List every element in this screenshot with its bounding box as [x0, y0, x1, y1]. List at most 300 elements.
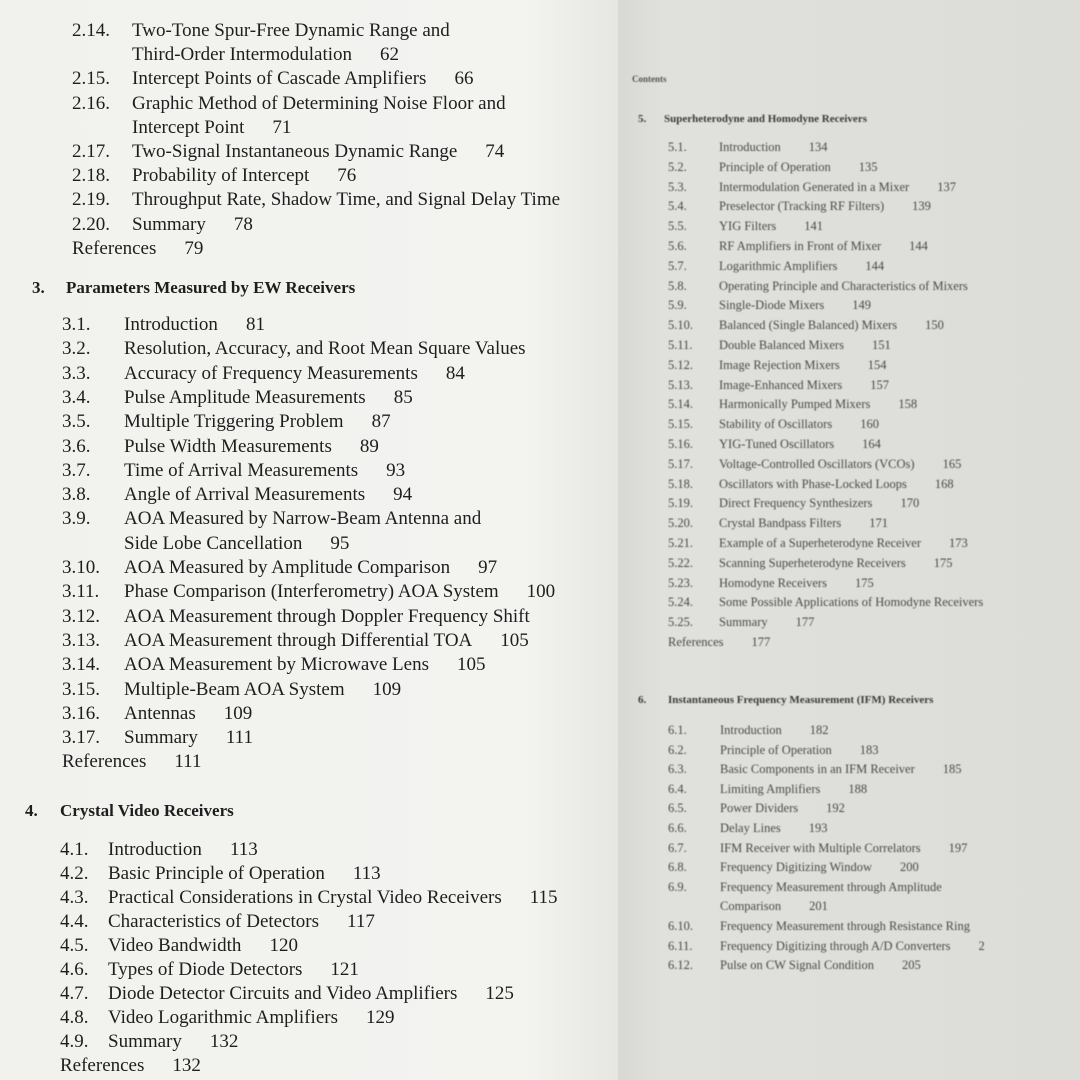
entry-page: 168 [934, 476, 954, 491]
entry-number: 2.17. [72, 141, 110, 162]
entry-title-text: Pulse on CW Signal Condition [720, 958, 874, 973]
entry-title [719, 437, 881, 452]
entry-title [719, 378, 889, 393]
entry-title-text: Voltage-Controlled Oscillators (VCOs) [719, 456, 915, 471]
running-head: Contents [632, 74, 667, 84]
entry-title [124, 727, 253, 749]
entry-title [108, 863, 381, 885]
entry-number: 2.19. [72, 189, 110, 211]
entry-title-text: AOA Measured by Narrow-Beam Antenna and [124, 508, 482, 530]
entry-page: 201 [809, 899, 828, 914]
entry-number: 3.16. [62, 702, 100, 724]
entry-page: 188 [848, 781, 868, 796]
entry-title [719, 140, 828, 155]
entry-title-text: Multiple-Beam AOA System [124, 678, 345, 700]
entry-page: 154 [867, 357, 887, 372]
entry-number: 4.2. [60, 863, 89, 884]
entry-title-text: Delay Lines [720, 821, 781, 835]
entry-number: 5.12. [668, 357, 693, 372]
entry-page: 183 [859, 742, 879, 757]
entry-title-text: Summary [108, 1031, 182, 1052]
entry-title-text: Scanning Superheterodyne Receivers [719, 555, 906, 570]
entry-number: 5.14. [668, 397, 693, 412]
entry-page: 192 [826, 801, 845, 816]
entry-page: 185 [942, 762, 962, 777]
entry-title-text: Double Balanced Mixers [719, 338, 844, 352]
entry-page: 95 [330, 532, 350, 554]
chapter-title: Parameters Measured by EW Receivers [66, 278, 356, 297]
entry-title [720, 880, 942, 895]
entry-title-text: Video Bandwidth [108, 935, 242, 956]
chapter-number: 4. [25, 801, 38, 820]
entry-title [108, 1031, 238, 1053]
entry-title [719, 239, 928, 254]
entry-title-text: YIG-Tuned Oscillators [719, 437, 835, 451]
entry-page: 129 [365, 1007, 395, 1028]
entry-page: 182 [809, 723, 829, 737]
entry-number: 6.7. [668, 840, 687, 855]
entry-title [132, 165, 356, 187]
entry-title-text: Frequency Digitizing Window [720, 860, 873, 875]
entry-title-text: Throughput Rate, Shadow Time, and Signal Delay Time [132, 189, 561, 211]
entry-title [719, 318, 944, 333]
entry-title [720, 821, 828, 836]
entry-title [62, 751, 201, 773]
entry-title [108, 935, 298, 957]
entry-title-text: Some Possible Applications of Homodyne Receivers [719, 595, 984, 610]
entry-number: 4.9. [60, 1031, 89, 1052]
entry-title-text: Preselector (Tracking RF Filters) [719, 199, 885, 214]
entry-title [720, 801, 845, 816]
entry-title [132, 68, 473, 90]
entry-number: 5.24. [668, 595, 693, 610]
entry-title [132, 189, 588, 211]
entry-number: 6.5. [668, 801, 687, 816]
entry-page: 170 [900, 496, 920, 511]
entry-title [719, 180, 956, 195]
entry-number: 2.15. [72, 68, 110, 90]
entry-number: 5.25. [668, 615, 693, 630]
entry-title-text: Summary [132, 213, 206, 235]
entry-number: 6.8. [668, 860, 687, 875]
entry-page: 85 [393, 386, 413, 408]
entry-title-text: Frequency Digitizing through A/D Converters [720, 938, 951, 953]
chapter-title: Instantaneous Frequency Measurement (IFM) Receivers [668, 694, 934, 706]
entry-title [720, 723, 829, 738]
entry-number: 6.1. [668, 723, 687, 737]
entry-page: 117 [347, 911, 375, 932]
entry-number: 6.4. [668, 781, 687, 796]
entry-title-continued [124, 533, 349, 555]
entry-number: 2.16. [72, 92, 110, 114]
entry-title-text: Introduction [720, 723, 782, 737]
entry-number: 4.8. [60, 1007, 89, 1028]
entry-title [108, 959, 359, 981]
entry-title [124, 314, 265, 336]
entry-page: 137 [937, 179, 956, 194]
entry-title [108, 911, 375, 933]
entry-title [124, 679, 401, 701]
entry-title-text: Intermodulation Generated in a Mixer [719, 179, 910, 194]
entry-title-text: Introduction [108, 839, 202, 860]
entry-title-text: References [668, 635, 724, 649]
entry-title [720, 841, 967, 856]
entry-page: 120 [269, 935, 298, 956]
entry-page: 111 [225, 727, 253, 749]
entry-page: 121 [330, 959, 359, 980]
entry-number: 6.12. [668, 958, 693, 973]
entry-title-text: Types of Diode Detectors [108, 959, 303, 980]
entry-title-text: Principle of Operation [719, 159, 831, 174]
entry-title-text: Graphic Method of Determining Noise Floor and [132, 92, 506, 114]
entry-page: 164 [862, 437, 881, 451]
entry-page: 149 [852, 298, 871, 313]
entry-number: 5.5. [668, 219, 687, 234]
entry-number: 3.17. [62, 727, 100, 749]
entry-number: 3.2. [62, 338, 91, 360]
entry-number: 3.5. [62, 411, 91, 433]
entry-number: 4.7. [60, 983, 89, 1004]
entry-number: 5.19. [668, 496, 693, 511]
entry-number: 2.18. [72, 165, 110, 187]
entry-title-text: Image Rejection Mixers [719, 357, 840, 372]
entry-title [719, 298, 871, 313]
entry-title [124, 387, 413, 409]
entry-title [132, 214, 253, 236]
entry-title-text: Multiple Triggering Problem [124, 411, 344, 433]
entry-title-text: Operating Principle and Characteristics of Mixers [719, 278, 968, 293]
entry-number: 5.11. [668, 338, 693, 352]
entry-title-text: Video Logarithmic Amplifiers [108, 1007, 338, 1028]
entry-title [720, 919, 998, 934]
entry-page: 78 [233, 213, 253, 235]
entry-title [124, 338, 554, 360]
entry-number: 3.6. [62, 435, 91, 457]
entry-title [719, 457, 961, 472]
entry-title [719, 417, 879, 432]
entry-page: 115 [529, 887, 558, 908]
entry-title-text: Antennas [124, 702, 196, 724]
entry-title-text: Angle of Arrival Measurements [124, 484, 366, 506]
entry-number: 5.7. [668, 258, 687, 273]
entry-title [132, 93, 506, 115]
entry-title-text: Balanced (Single Balanced) Mixers [719, 318, 898, 333]
entry-title [719, 496, 919, 511]
entry-title [719, 576, 874, 591]
entry-title-text: Introduction [124, 314, 218, 335]
entry-title [108, 887, 558, 909]
entry-title-text: Resolution, Accuracy, and Root Mean Square Values [124, 338, 526, 360]
entry-page: 139 [912, 199, 931, 214]
entry-page: 151 [871, 338, 891, 352]
entry-number: 5.4. [668, 199, 687, 214]
entry-title [124, 654, 485, 676]
entry-title-cont-text: Third-Order Intermodulation [132, 44, 353, 66]
entry-title-continued [720, 899, 828, 914]
entry-page: 66 [454, 68, 474, 90]
entry-number: 6.10. [668, 919, 693, 933]
entry-page: 175 [933, 555, 953, 570]
entry-title [720, 958, 921, 973]
entry-title [719, 160, 878, 175]
entry-title-text: Stability of Oscillators [719, 417, 833, 432]
entry-page: 105 [456, 654, 486, 676]
entry-title [108, 1007, 394, 1029]
entry-title [719, 219, 823, 234]
entry-page: 79 [184, 237, 204, 259]
entry-title-text: Pulse Amplitude Measurements [124, 386, 366, 408]
entry-page: 2 [978, 938, 985, 953]
entry-title-text: Probability of Intercept [132, 165, 310, 187]
entry-page: 93 [386, 459, 406, 481]
entry-number: 5.1. [668, 140, 687, 154]
entry-page: 134 [808, 140, 828, 154]
entry-title-text: Limiting Amplifiers [720, 781, 821, 796]
entry-title-text: Two-Signal Instantaneous Dynamic Range [132, 141, 458, 162]
entry-title-text: Oscillators with Phase-Locked Loops [719, 476, 907, 491]
entry-title-text: Introduction [719, 140, 781, 154]
entry-title [60, 1055, 201, 1077]
entry-page: 205 [901, 958, 921, 973]
entry-number: 3.9. [62, 508, 91, 530]
entry-title-text: Accuracy of Frequency Measurements [124, 362, 418, 384]
entry-title [124, 411, 391, 433]
entry-page: 132 [172, 1055, 201, 1076]
entry-page: 84 [445, 362, 465, 384]
chapter-title: Superheterodyne and Homodyne Receivers [664, 113, 867, 125]
entry-title-text: Single-Diode Mixers [719, 298, 825, 313]
entry-page: 62 [380, 44, 400, 66]
entry-number: 2.14. [72, 20, 110, 41]
entry-title [124, 363, 465, 385]
entry-number: 6.11. [668, 938, 693, 953]
entry-title [124, 460, 405, 482]
chapter-title: Crystal Video Receivers [60, 801, 234, 820]
entry-title-text: Frequency Measurement through Resistance Ring [720, 919, 970, 933]
entry-title-text: Summary [719, 615, 768, 630]
entry-title [719, 477, 954, 492]
entry-number: 4.6. [60, 959, 89, 980]
entry-title-text: Basic Principle of Operation [108, 863, 325, 884]
entry-title [124, 436, 379, 458]
entry-title-text: Direct Frequency Synthesizers [719, 496, 873, 511]
entry-title-text: AOA Measurement through Differential TOA [124, 629, 473, 651]
entry-title-text: Summary [124, 727, 198, 749]
chapter-number: 3. [32, 278, 45, 297]
entry-page: 177 [795, 615, 815, 630]
entry-number: 2.20. [72, 213, 110, 235]
entry-title-continued [132, 44, 399, 66]
entry-title [719, 199, 931, 214]
entry-number: 5.13. [668, 377, 693, 392]
entry-page: 193 [808, 821, 828, 835]
entry-title [719, 358, 887, 373]
entry-page: 173 [949, 536, 968, 550]
entry-number: 3.8. [62, 484, 91, 506]
entry-page: 74 [485, 141, 505, 162]
entry-number: 5.10. [668, 318, 693, 333]
entry-number: 3.10. [62, 557, 100, 578]
entry-title-text: Characteristics of Detectors [108, 911, 320, 932]
entry-page: 144 [865, 258, 885, 273]
entry-number: 5.21. [668, 536, 693, 550]
entry-title [108, 839, 258, 861]
entry-title [720, 782, 867, 797]
entry-page: 150 [925, 318, 944, 333]
entry-page: 87 [371, 411, 391, 433]
entry-title-text: Harmonically Pumped Mixers [719, 397, 871, 412]
entry-page: 113 [352, 863, 381, 884]
entry-title [72, 238, 203, 260]
entry-page: 76 [337, 165, 357, 187]
entry-page: 200 [900, 860, 919, 875]
entry-page: 157 [870, 377, 889, 392]
entry-title-text: AOA Measurement through Doppler Frequency Shift [124, 605, 530, 627]
entry-page: 132 [209, 1031, 239, 1052]
entry-page: 165 [942, 456, 962, 471]
entry-number: 4.3. [60, 887, 89, 908]
entry-title [719, 397, 917, 412]
entry-number: 3.14. [62, 654, 100, 676]
entry-title [124, 630, 529, 652]
entry-title-text: Practical Considerations in Crystal Video Receivers [108, 887, 502, 908]
entry-title [719, 279, 996, 294]
entry-number: 3.15. [62, 678, 100, 700]
entry-title-text: AOA Measurement by Microwave Lens [124, 654, 429, 676]
entry-title [124, 557, 497, 579]
entry-title [719, 338, 891, 353]
entry-number: 5.2. [668, 159, 687, 174]
entry-number: 6.2. [668, 742, 687, 757]
entry-number: 3.3. [62, 362, 91, 384]
entry-title-text: Pulse Width Measurements [124, 435, 332, 457]
chapter-number: 6. [638, 694, 647, 706]
chapter-number: 5. [638, 113, 647, 125]
entry-title-text: Crystal Bandpass Filters [719, 516, 842, 531]
entry-page: 94 [393, 484, 413, 506]
entry-title-cont-text: Side Lobe Cancellation [124, 532, 303, 554]
entry-number: 3.7. [62, 459, 91, 481]
entry-title [132, 141, 504, 163]
entry-title-text: Intercept Points of Cascade Amplifiers [132, 68, 427, 90]
entry-title [108, 983, 514, 1005]
entry-title [668, 635, 770, 650]
entry-number: 5.22. [668, 555, 693, 570]
entry-page: 144 [909, 239, 928, 253]
entry-title [124, 703, 252, 725]
entry-title [719, 615, 814, 630]
entry-number: 6.9. [668, 879, 687, 894]
entry-title-cont-text: Comparison [720, 899, 782, 914]
entry-title-cont-text: Intercept Point [132, 116, 245, 138]
entry-title-text: Diode Detector Circuits and Video Amplifiers [108, 983, 458, 1004]
entry-page: 109 [372, 678, 402, 700]
entry-title-continued [132, 117, 291, 139]
entry-page: 109 [223, 702, 253, 724]
entry-title [124, 581, 555, 603]
entry-page: 97 [478, 557, 498, 578]
entry-page: 177 [751, 635, 771, 649]
entry-title-text: Principle of Operation [720, 742, 832, 757]
entry-title-text: Phase Comparison (Interferometry) AOA System [124, 581, 499, 603]
entry-title-text: Logarithmic Amplifiers [719, 258, 838, 273]
entry-number: 5.15. [668, 417, 693, 432]
entry-title-text: Homodyne Receivers [719, 575, 827, 590]
entry-page: 113 [229, 839, 258, 860]
entry-title [720, 743, 879, 758]
entry-number: 5.16. [668, 437, 693, 451]
entry-page: 135 [858, 159, 878, 174]
entry-number: 3.12. [62, 605, 100, 627]
entry-number: 4.1. [60, 839, 89, 860]
entry-number: 3.1. [62, 314, 91, 335]
entry-number: 5.9. [668, 298, 687, 313]
entry-title-text: Power Dividers [720, 801, 799, 816]
entry-title-text: Image-Enhanced Mixers [719, 377, 843, 392]
entry-title [124, 508, 481, 530]
entry-page: 197 [948, 840, 968, 855]
entry-title-text: RF Amplifiers in Front of Mixer [719, 239, 882, 253]
entry-number: 6.6. [668, 821, 687, 835]
entry-page: 175 [854, 575, 874, 590]
entry-page: 81 [245, 314, 265, 335]
entry-title [124, 606, 558, 628]
entry-title [719, 536, 968, 551]
entry-page: 100 [526, 581, 556, 603]
entry-title-text: References [60, 1055, 145, 1076]
entry-number: 5.3. [668, 179, 687, 194]
entry-number: 3.4. [62, 386, 91, 408]
entry-title-text: IFM Receiver with Multiple Correlators [720, 840, 921, 855]
entry-number: 5.18. [668, 476, 693, 491]
entry-title-text: YIG Filters [719, 219, 777, 234]
entry-number: 5.6. [668, 239, 687, 253]
entry-title [124, 484, 412, 506]
entry-number: 5.17. [668, 456, 693, 471]
entry-title [720, 939, 985, 954]
entry-number: 5.23. [668, 575, 693, 590]
entry-page: 111 [174, 751, 202, 773]
entry-number: 4.4. [60, 911, 89, 932]
entry-page: 158 [898, 397, 918, 412]
entry-title [719, 259, 884, 274]
entry-title-text: References [72, 237, 157, 259]
entry-page: 105 [500, 629, 529, 651]
entry-number: 3.13. [62, 629, 100, 651]
entry-title-text: Time of Arrival Measurements [124, 459, 359, 481]
entry-page: 171 [869, 516, 888, 531]
entry-page: 160 [860, 417, 879, 432]
entry-title-text: References [62, 751, 147, 773]
entry-title [132, 20, 450, 42]
entry-number: 5.8. [668, 278, 687, 293]
entry-title [720, 762, 962, 777]
entry-title [719, 516, 888, 531]
entry-number: 4.5. [60, 935, 89, 956]
right-page [618, 0, 1080, 1080]
entry-page: 89 [359, 435, 379, 457]
entry-title-text: Basic Components in an IFM Receiver [720, 762, 915, 777]
entry-title [719, 556, 953, 571]
entry-title [719, 595, 1011, 610]
entry-title-text: Example of a Superheterodyne Receiver [719, 536, 921, 550]
entry-number: 5.20. [668, 516, 693, 531]
entry-page: 71 [272, 116, 292, 138]
entry-title-text: Frequency Measurement through Amplitude [720, 879, 942, 894]
entry-number: 6.3. [668, 762, 687, 777]
entry-title [720, 860, 919, 875]
entry-page: 141 [804, 219, 824, 234]
